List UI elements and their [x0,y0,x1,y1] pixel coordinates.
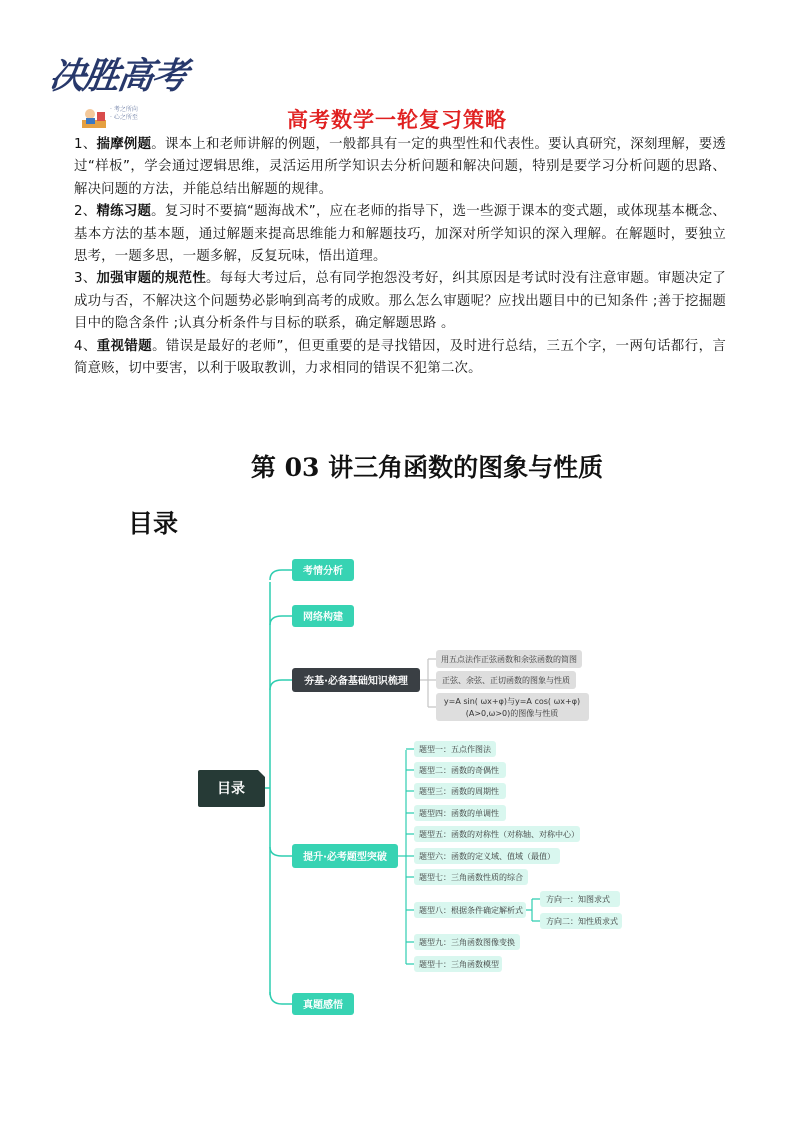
leaf-label: 题型十：三角函数模型 [419,960,499,969]
paragraph-text: 。复习时不要搞“题海战术”，应在老师的指导下，选一些源于课本的变式题，或体现基本概念、基本方法的基本题，通过解题来提高思维能力和解题技巧，加深对所学知识的深入理解。在解题时，要独立思考，一题多思，一题多解，反复玩味，悟出道理。 [74,204,726,265]
leaf-direction-1[interactable] [540,891,620,907]
paragraph-number: 4、 [74,338,97,354]
paragraph-heading: 揣摩例题 [96,137,152,152]
leaf-label: 题型一：五点作图法 [419,745,491,754]
leaf-sinusoid-properties[interactable] [436,693,589,721]
branch-label: 提升·必考题型突破 [303,852,387,863]
branch-real-exam[interactable] [292,993,354,1015]
leaf-label: 方向一：知图求式 [546,895,610,904]
branch-question-types[interactable] [292,844,398,868]
leaf-question-type-8[interactable] [414,902,526,918]
paragraph-3 [74,268,726,335]
leaf-label: 题型二：函数的奇偶性 [419,766,499,775]
paragraph-number: 1、 [74,137,97,152]
paragraph-text: 。课本上和老师讲解的例题，一般都具有一定的典型性和代表性。要认真研究，深刻理解，要透过“样板”，学会通过逻辑思维，灵活运用所学知识去分析问题和解决问题，特别是要学习分析问题的思路、解决问题的方法，并能总结出解题的规律。 [74,137,726,197]
leaf-label: 用五点法作正弦函数和余弦函数的简图 [441,655,577,664]
branch-exam-analysis[interactable] [292,559,354,581]
leaf-label: 题型九：三角函数图像变换 [419,938,515,947]
strategy-paragraphs [74,134,726,380]
leaf-label: 题型五：函数的对称性（对称轴、对称中心） [419,830,579,839]
branch-label: 真题感悟 [303,1000,343,1011]
branch-label: 考情分析 [303,566,343,577]
mindmap-connectors [265,570,292,1004]
branch-network-build[interactable] [292,605,354,627]
paragraph-4 [74,336,726,381]
leaf-question-type-5[interactable] [414,826,580,842]
mindmap-root-label: 目录 [217,781,245,797]
paragraph-1 [74,134,726,201]
paragraph-number: 3、 [74,271,97,287]
paragraph-2 [74,201,726,268]
lecture-title: 第 03 讲三角函数的图象与性质 [250,453,604,482]
leaf-question-type-6[interactable] [414,848,560,864]
mindmap-root [198,770,265,807]
toc-heading: 目录 [128,509,179,538]
paragraph-heading: 精练习题 [96,204,152,220]
logo-slogan-line-1: · 考之所向 [110,106,138,113]
leaf-question-type-7[interactable] [414,869,528,885]
fundamentals-connectors [420,659,436,707]
leaf-label: 题型四：函数的单调性 [419,809,499,818]
leaf-trig-graphs[interactable] [436,671,576,689]
leaf-question-type-4[interactable] [414,805,506,821]
leaf-question-type-10[interactable] [414,956,502,972]
leaf-label: 题型三：函数的周期性 [419,787,499,796]
branch-label: 网络构建 [303,612,343,623]
paragraph-heading: 重视错题 [96,338,153,354]
leaf-label: 题型六：函数的定义域、值域（最值） [419,852,555,861]
strategy-title: 高考数学一轮复习策略 [287,108,507,132]
paragraph-text: 。错误是最好的老师”，但更重要的是寻找错因，及时进行总结，三五个字，一两句话都行，言简意赅，切中要害，以利于吸取教训，力求相同的错误不犯第二次。 [74,338,726,377]
branch-label: 夯基·必备基础知识梳理 [304,676,408,687]
leaf-direction-2[interactable] [540,913,622,929]
leaf-question-type-9[interactable] [414,934,520,950]
leaf-label: 正弦、余弦、正切函数的图象与性质 [442,676,570,685]
branch-fundamentals[interactable] [292,668,420,692]
leaf-label: 题型八：根据条件确定解析式 [419,906,523,915]
paragraph-number: 2、 [74,204,97,220]
leaf-question-type-2[interactable] [414,762,506,778]
toc-mindmap [0,540,794,1030]
paragraph-text: 。每每大考过后，总有同学抱怨没考好，纠其原因是考试时没有注意审题。审题决定了成功与否，不解决这个问题势必影响到高考的成败。那么怎么审题呢？应找出题目中的已知条件 ;善于挖掘题目中的隐含条件 ;认真分析条件与目标的联系，确定解题思路 。 [74,271,726,332]
logo-slogan-line-2: · 心之所至 [110,114,138,121]
leaf-question-type-3[interactable] [414,783,506,799]
logo-title: 决胜高考 [46,55,189,97]
leaf-five-point-method[interactable] [436,650,582,668]
leaf-label: y=A sin( ωx+φ)与y=A cos( ωx+φ) [443,697,581,706]
leaf-label: 方向二：知性质求式 [546,917,618,926]
leaf-question-type-1[interactable] [414,741,496,757]
leaf-label: 题型七：三角函数性质的综合 [419,873,523,882]
leaf-label-line-2: (A>0,ω>0)的图像与性质 [465,709,559,718]
paragraph-heading: 加强审题的规范性 [96,271,207,287]
